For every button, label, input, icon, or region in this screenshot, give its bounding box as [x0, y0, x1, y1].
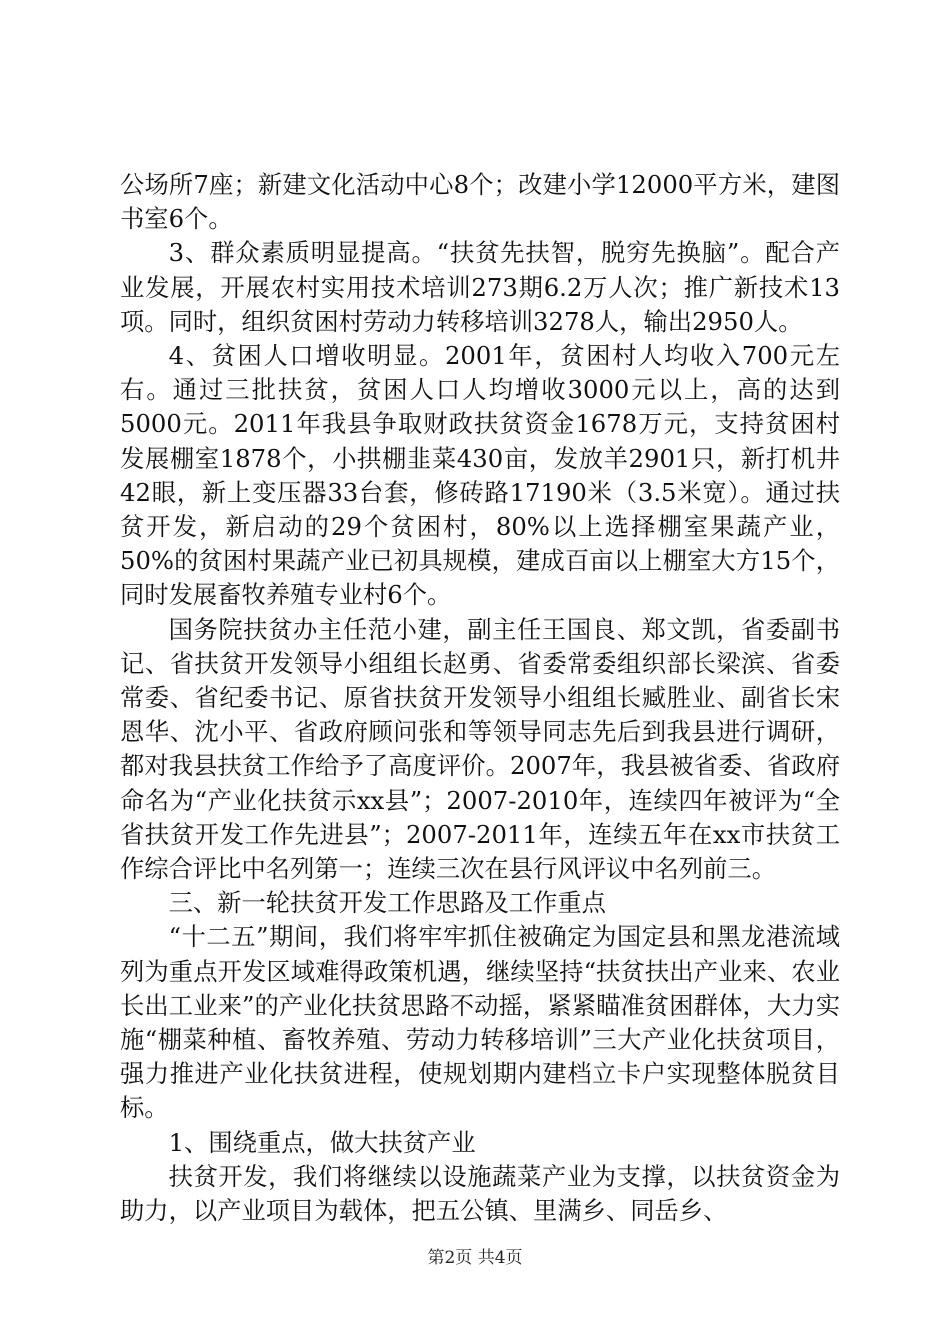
page-number: 第2页 共4页	[427, 1248, 523, 1268]
document-body	[120, 168, 840, 1228]
paragraph: “十二五”期间，我们将牢牢抓住被确定为国定县和黑龙港流域列为重点开发区域难得政策机遇，继续坚持“扶贫扶出产业来、农业长出工业来”的产业化扶贫思路不动摇，紧紧瞄准贫困群体，大力实施“棚菜种植、畜牧养殖、劳动力转移培训”三大产业化扶贫项目，强力推进产业化扶贫进程，使规划期内建档立卡户实现整体脱贫目标。	[120, 922, 840, 1123]
paragraph: 国务院扶贫办主任范小建，副主任王国良、郑文凯，省委副书记、省扶贫开发领导小组组长赵勇、省委常委组织部长梁滨、省委常委、省纪委书记、原省扶贫开发领导小组组长臧胜业、副省长宋恩华、沈小平、省政府顾问张和等领导同志先后到我县进行调研，都对我县扶贫工作给予了高度评价。2007年，我县被省委、省政府命名为“产业化扶贫示xx县”；2007-2010年，连续四年被评为“全省扶贫开发工作先进县”；2007-2011年，连续五年在xx市扶贫工作综合评比中名列第一；连续三次在县行风评议中名列前三。	[120, 614, 840, 884]
paragraph: 扶贫开发，我们将继续以设施蔬菜产业为支撑，以扶贫资金为助力，以产业项目为载体，把五公镇、里满乡、同岳乡、	[120, 1161, 840, 1226]
page-footer	[0, 1247, 950, 1269]
subsection-heading: 1、围绕重点，做大扶贫产业	[168, 1127, 476, 1157]
paragraph: 公场所7座；新建文化活动中心8个；改建小学12000平方米，建图书室6个。	[120, 170, 840, 234]
section-heading: 三、新一轮扶贫开发工作思路及工作重点	[168, 888, 606, 918]
paragraph: 3、群众素质明显提高。“扶贫先扶智，脱穷先换脑”。配合产业发展，开展农村实用技术培训273期6.2万人次；推广新技术13项。同时，组织贫困村劳动力转移培训3278人，输出2950人。	[120, 238, 840, 336]
paragraph: 4、贫困人口增收明显。2001年，贫困村人均收入700元左右。通过三批扶贫，贫困人口人均增收3000元以上，高的达到5000元。2011年我县争取财政扶贫资金1678万元，支持贫困村发展棚室1878个，小拱棚韭菜430亩，发放羊2901只，新打机井42眼，新上变压器33台套，修砖路17190米（3.5米宽）。通过扶贫开发，新启动的29个贫困村，80%以上选择棚室果蔬产业，50%的贫困村果蔬产业已初具规模，建成百亩以上棚室大方15个，同时发展畜牧养殖专业村6个。	[120, 341, 840, 610]
